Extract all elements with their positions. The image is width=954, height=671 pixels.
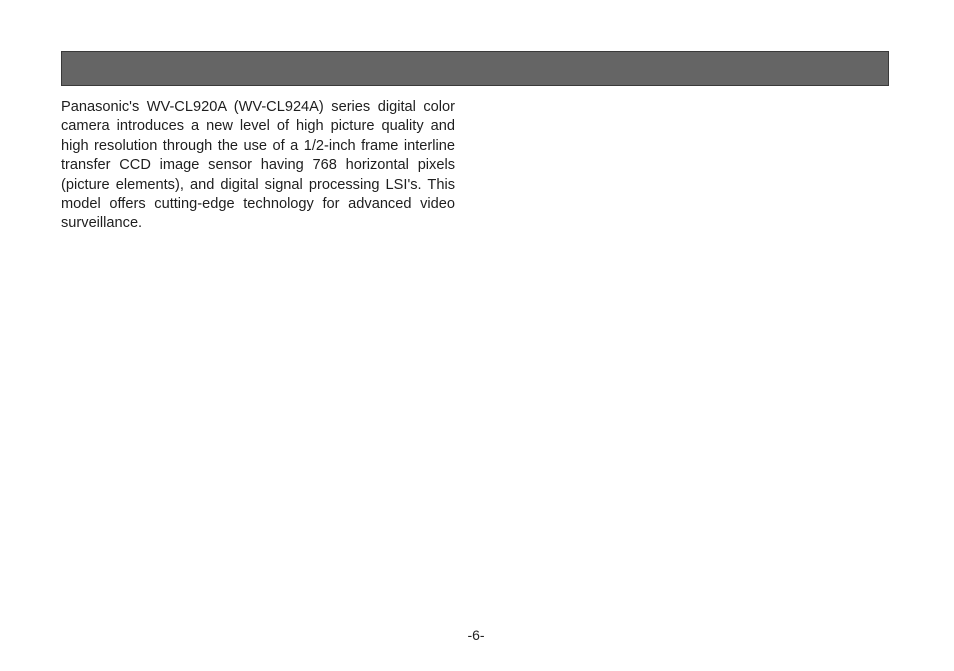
section-header-bar: [61, 51, 889, 86]
page-number: [0, 626, 954, 644]
intro-paragraph: Panasonic's WV-CL920A (WV-CL924A) series digital color camera introduces a new level of high picture quality and high resolution through the use of a 1/2-inch frame interline transfer CCD image sensor having 768 horizontal pixels (picture elements), and digital signal processing LSI's. This model offers cutting-edge technology for advanced video surveillance.: [61, 99, 455, 232]
page-number-text: -6-: [467, 627, 485, 643]
